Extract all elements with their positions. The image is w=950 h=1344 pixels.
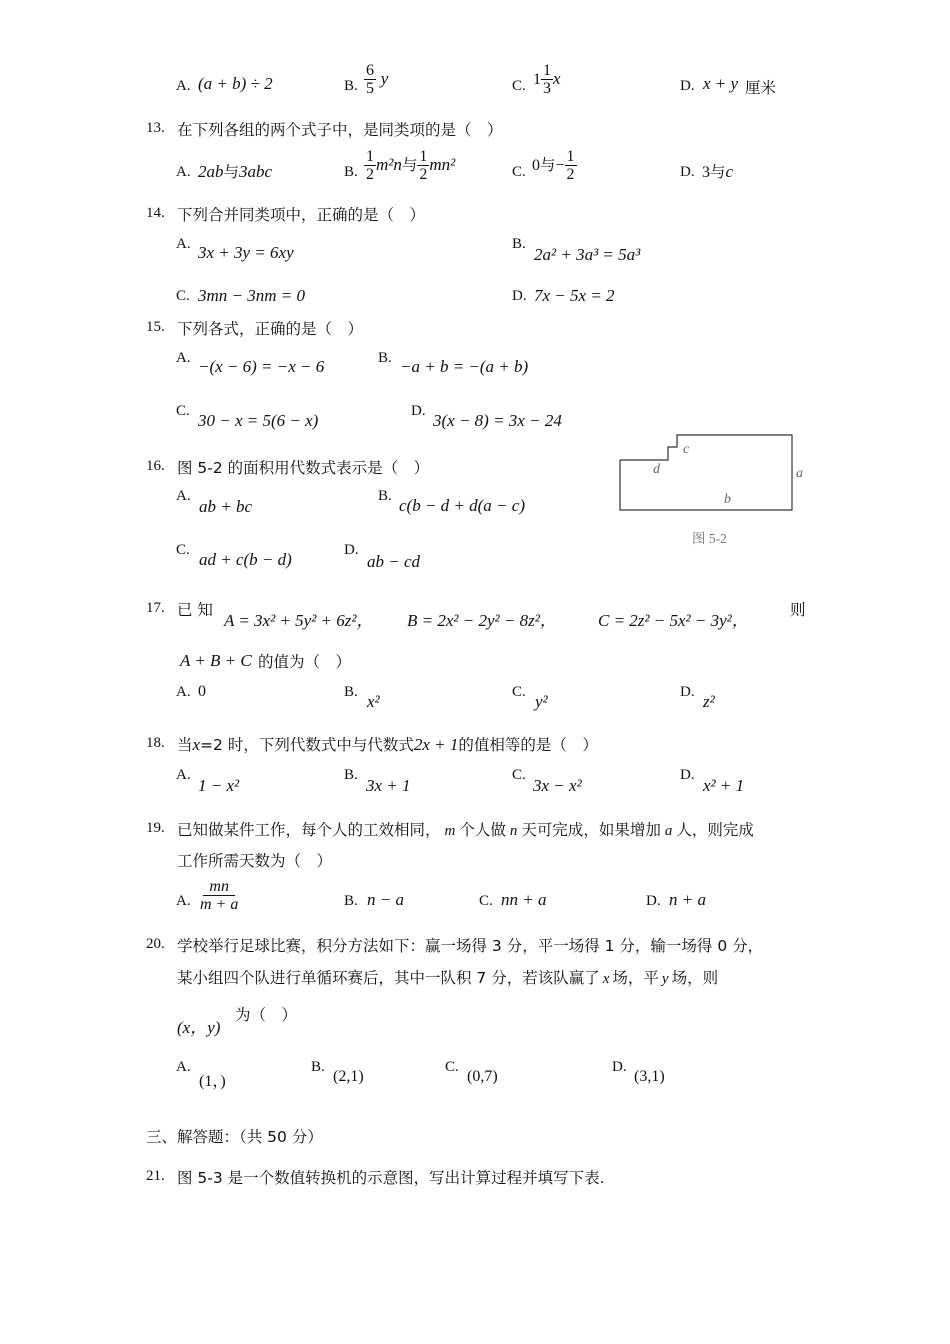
q20-a-expr: (1，) bbox=[199, 1073, 226, 1090]
q18-stem: 当x=2 时，下列代数式中与代数式2x + 1的值相等的是（ ） bbox=[177, 735, 598, 754]
q12-b-frac: $\frac{6}{5}$ y bbox=[366, 62, 389, 97]
q12-c-frac: 1 $\frac{1}{3}$ x bbox=[533, 62, 561, 97]
q20-line3-text: 为（ ） bbox=[235, 1006, 298, 1024]
q19-b-expr: n − a bbox=[367, 890, 404, 909]
q20-c-label: C. bbox=[445, 1059, 459, 1075]
q13-d-expr: 3与c bbox=[702, 162, 734, 181]
q20-b-label: B. bbox=[311, 1059, 325, 1075]
q20-d-expr: (3,1) bbox=[634, 1068, 665, 1085]
q14-c-label: C. bbox=[176, 288, 190, 304]
q14-stem: 下列合并同类项中，正确的是（ ） bbox=[177, 206, 426, 224]
q19-b-label: B. bbox=[344, 893, 358, 909]
q12-d-expr: x + y bbox=[703, 74, 739, 93]
q17-line2-expr: A + B + C bbox=[180, 651, 252, 670]
q19-number: 19. bbox=[146, 820, 165, 836]
q17-b-label: B. bbox=[344, 684, 358, 700]
q17-c-label: C. bbox=[512, 684, 526, 700]
q14-a-expr: 3x + 3y = 6xy bbox=[198, 243, 294, 262]
q19-line1: 已知做某件工作，每个人的工效相同， m 个人做 n 天可完成，如果增加 a 人，则完成 bbox=[177, 821, 754, 839]
q17-expr-c: C = 2z² − 5x² − 3y²， bbox=[598, 611, 749, 630]
q16-b-expr: c(b − d + d(a − c) bbox=[399, 496, 525, 515]
figure-label-b: b bbox=[724, 492, 731, 507]
q13-a-label: A. bbox=[176, 164, 191, 180]
q17-expr-a: A = 3x² + 5y² + 6z²， bbox=[224, 611, 374, 630]
q17-a-label: A. bbox=[176, 684, 191, 700]
q17-suffix: 则 bbox=[790, 601, 806, 619]
q20-d-label: D. bbox=[612, 1059, 627, 1075]
q15-d-label: D. bbox=[411, 403, 426, 419]
q19-d-label: D. bbox=[646, 893, 661, 909]
q20-line3-expr: (x，y) bbox=[177, 1018, 221, 1037]
q15-a-label: A. bbox=[176, 350, 191, 366]
q17-c-expr: y² bbox=[535, 692, 548, 711]
figure-outline bbox=[620, 435, 792, 510]
q16-a-label: A. bbox=[176, 488, 191, 504]
q13-b-expr: $\frac{1}{2}$ m²n与 $\frac{1}{2}$ mn² bbox=[366, 148, 456, 183]
q17-b-expr: x² bbox=[367, 692, 380, 711]
q12-a-label: A. bbox=[176, 78, 191, 94]
q18-c-label: C. bbox=[512, 767, 526, 783]
q14-b-expr: 2a² + 3a³ = 5a³ bbox=[534, 245, 641, 264]
q15-c-expr: 30 − x = 5(6 − x) bbox=[198, 411, 319, 430]
q15-a-expr: −(x − 6) = −x − 6 bbox=[198, 357, 325, 376]
q15-d-expr: 3(x − 8) = 3x − 24 bbox=[433, 411, 562, 430]
figure-caption: 图 5-2 bbox=[692, 531, 727, 546]
q12-c-label: C. bbox=[512, 78, 526, 94]
section-3-title: 三、解答题：（共 50 分） bbox=[146, 1128, 323, 1146]
q19-a-label: A. bbox=[176, 893, 191, 909]
q19-a-expr: $\frac{mn}{m + a}$ bbox=[200, 878, 239, 913]
q21-number: 21. bbox=[146, 1168, 165, 1184]
q19-d-expr: n + a bbox=[669, 890, 706, 909]
q20-line2: 某小组四个队进行单循环赛后，其中一队积 7 分，若该队赢了 x 场，平 y 场，则 bbox=[177, 969, 719, 987]
q13-a-expr: 2ab与3abc bbox=[198, 162, 273, 181]
q21-stem: 图 5-3 是一个数值转换机的示意图，写出计算过程并填写下表. bbox=[177, 1169, 605, 1187]
q13-d-label: D. bbox=[680, 164, 695, 180]
q17-line2-text: 的值为（ ） bbox=[258, 653, 352, 671]
q12-d-label: D. bbox=[680, 78, 695, 94]
q15-c-label: C. bbox=[176, 403, 190, 419]
q19-c-label: C. bbox=[479, 893, 493, 909]
q15-b-label: B. bbox=[378, 350, 392, 366]
q18-a-expr: 1 − x² bbox=[198, 776, 240, 795]
q12-a-expr: (a + b) ÷ 2 bbox=[198, 74, 273, 93]
q19-c-expr: nn + a bbox=[501, 890, 547, 909]
q12-d-unit: 厘米 bbox=[745, 79, 777, 97]
q17-d-expr: z² bbox=[703, 692, 715, 711]
figure-label-d: d bbox=[653, 462, 660, 477]
q14-d-expr: 7x − 5x = 2 bbox=[534, 286, 615, 305]
q18-d-expr: x² + 1 bbox=[703, 776, 745, 795]
q13-c-expr: 0与− $\frac{1}{2}$ bbox=[532, 148, 575, 183]
q20-b-expr: (2,1) bbox=[333, 1068, 364, 1085]
q19-line2: 工作所需天数为（ ） bbox=[177, 852, 333, 870]
q16-number: 16. bbox=[146, 458, 165, 474]
q17-a-expr: 0 bbox=[198, 683, 206, 700]
q14-b-label: B. bbox=[512, 236, 526, 252]
q14-number: 14. bbox=[146, 205, 165, 221]
figure-5-2 bbox=[610, 425, 820, 520]
q15-b-expr: −a + b = −(a + b) bbox=[400, 357, 529, 376]
q17-d-label: D. bbox=[680, 684, 695, 700]
q17-expr-b: B = 2x² − 2y² − 8z²， bbox=[407, 611, 557, 630]
figure-label-a: a bbox=[796, 466, 803, 481]
q20-c-expr: (0,7) bbox=[467, 1068, 498, 1085]
q16-b-label: B. bbox=[378, 488, 392, 504]
q16-stem: 图 5-2 的面积用代数式表示是（ ） bbox=[177, 459, 430, 477]
q17-prefix: 已 知 bbox=[177, 601, 213, 619]
figure-label-c: c bbox=[683, 442, 690, 457]
q16-a-expr: ab + bc bbox=[199, 497, 253, 516]
q20-line1: 学校举行足球比赛，积分方法如下：赢一场得 3 分，平一场得 1 分，输一场得 0 分， bbox=[177, 937, 764, 955]
q20-a-label: A. bbox=[176, 1059, 191, 1075]
q14-c-expr: 3mn − 3nm = 0 bbox=[198, 286, 305, 305]
q18-b-expr: 3x + 1 bbox=[366, 776, 411, 795]
q16-d-expr: ab − cd bbox=[367, 552, 421, 571]
q16-d-label: D. bbox=[344, 542, 359, 558]
q12-b-label: B. bbox=[344, 78, 358, 94]
q16-c-expr: ad + c(b − d) bbox=[199, 550, 292, 569]
q14-d-label: D. bbox=[512, 288, 527, 304]
q14-a-label: A. bbox=[176, 236, 191, 252]
q15-number: 15. bbox=[146, 319, 165, 335]
q17-number: 17. bbox=[146, 600, 165, 616]
q18-b-label: B. bbox=[344, 767, 358, 783]
q13-c-label: C. bbox=[512, 164, 526, 180]
q18-d-label: D. bbox=[680, 767, 695, 783]
q18-a-label: A. bbox=[176, 767, 191, 783]
q18-number: 18. bbox=[146, 735, 165, 751]
q15-stem: 下列各式，正确的是（ ） bbox=[177, 320, 364, 338]
q18-c-expr: 3x − x² bbox=[533, 776, 582, 795]
q20-number: 20. bbox=[146, 936, 165, 952]
q13-stem: 在下列各组的两个式子中，是同类项的是（ ） bbox=[177, 121, 503, 139]
q13-b-label: B. bbox=[344, 164, 358, 180]
q13-number: 13. bbox=[146, 120, 165, 136]
q16-c-label: C. bbox=[176, 542, 190, 558]
